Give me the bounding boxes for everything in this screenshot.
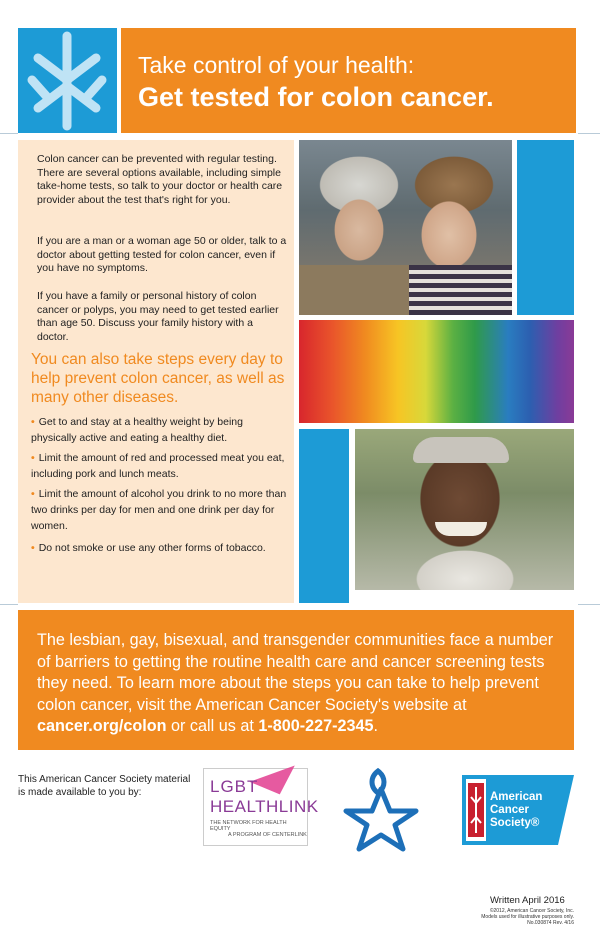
blue-accent-strip bbox=[517, 140, 574, 315]
guide-line bbox=[0, 133, 18, 134]
tips-heading: You can also take steps every day to help prevent colon cancer, as well as many other diseases. bbox=[31, 351, 285, 406]
list-item: • Limit the amount of alcohol you drink to no more than two drinks per day for men and one drink per day for women. bbox=[31, 488, 287, 532]
copyright-text: ©2012, American Cancer Society, Inc. Models used for illustrative purposes only. No.030874 Rev. 4/16 bbox=[481, 908, 574, 926]
american-cancer-society-logo bbox=[462, 775, 574, 845]
list-item: • Get to and stay at a healthy weight by being physically active and eating a healthy diet. bbox=[31, 416, 243, 444]
caduceus-icon bbox=[18, 28, 117, 133]
star-ribbon-logo bbox=[340, 765, 422, 853]
written-date: Written April 2016 bbox=[490, 895, 565, 906]
list-item: • Limit the amount of red and processed meat you eat, including pork and lunch meats. bbox=[31, 452, 285, 480]
bullet-icon: • bbox=[31, 416, 35, 428]
list-item: • Do not smoke or use any other forms of tobacco. bbox=[31, 542, 266, 554]
bullet-icon: • bbox=[31, 452, 35, 464]
phone-number[interactable]: 1-800-227-2345 bbox=[258, 717, 374, 735]
guide-line bbox=[0, 604, 18, 605]
guide-line bbox=[578, 133, 600, 134]
intro-paragraph-2: If you are a man or a woman age 50 or older, talk to a doctor about getting tested for colon cancer, even if you have no symptoms. bbox=[37, 235, 287, 274]
cta-text: The lesbian, gay, bisexual, and transgender communities face a number of barriers to getting the routine health care and cancer screening tests they need. To learn more about the steps you can take to help prevent colon cancer, visit the American Cancer Society's website at cancer.org/colon or call us at 1-800-227-2345. bbox=[37, 631, 554, 735]
lgbt-healthlink-logo: LGBT HEALTHLINK THE NETWORK FOR HEALTH EQUITY A PROGRAM OF CENTERLINK bbox=[203, 768, 308, 846]
website-link[interactable]: cancer.org/colon bbox=[37, 717, 167, 735]
star-icon bbox=[340, 765, 422, 853]
made-available-text: This American Cancer Society material is made available to you by: bbox=[18, 774, 191, 798]
intro-paragraph-3: If you have a family or personal history of colon cancer or polyps, you may need to get tested earlier than age 50. Discuss your family history with a doctor. bbox=[37, 290, 279, 343]
blue-accent-strip bbox=[299, 429, 349, 603]
acs-logo-text: American Cancer Society® bbox=[490, 791, 543, 829]
intro-paragraph-1: Colon cancer can be prevented with regular testing. There are several options available, including simple take-home tests, so talk to your doctor or health care provider about the test that's right for you. bbox=[37, 153, 283, 206]
acs-symbol-logo bbox=[18, 28, 117, 133]
header-banner bbox=[121, 28, 576, 133]
page-title: Get tested for colon cancer. bbox=[138, 82, 494, 112]
rainbow-paint-image bbox=[299, 320, 574, 423]
bullet-icon: • bbox=[31, 542, 35, 554]
header-line1: Take control of your health: bbox=[138, 52, 415, 78]
photo-smiling-man bbox=[355, 429, 574, 590]
photo-two-women bbox=[299, 140, 512, 315]
bullet-icon: • bbox=[31, 488, 35, 500]
guide-line bbox=[578, 604, 600, 605]
